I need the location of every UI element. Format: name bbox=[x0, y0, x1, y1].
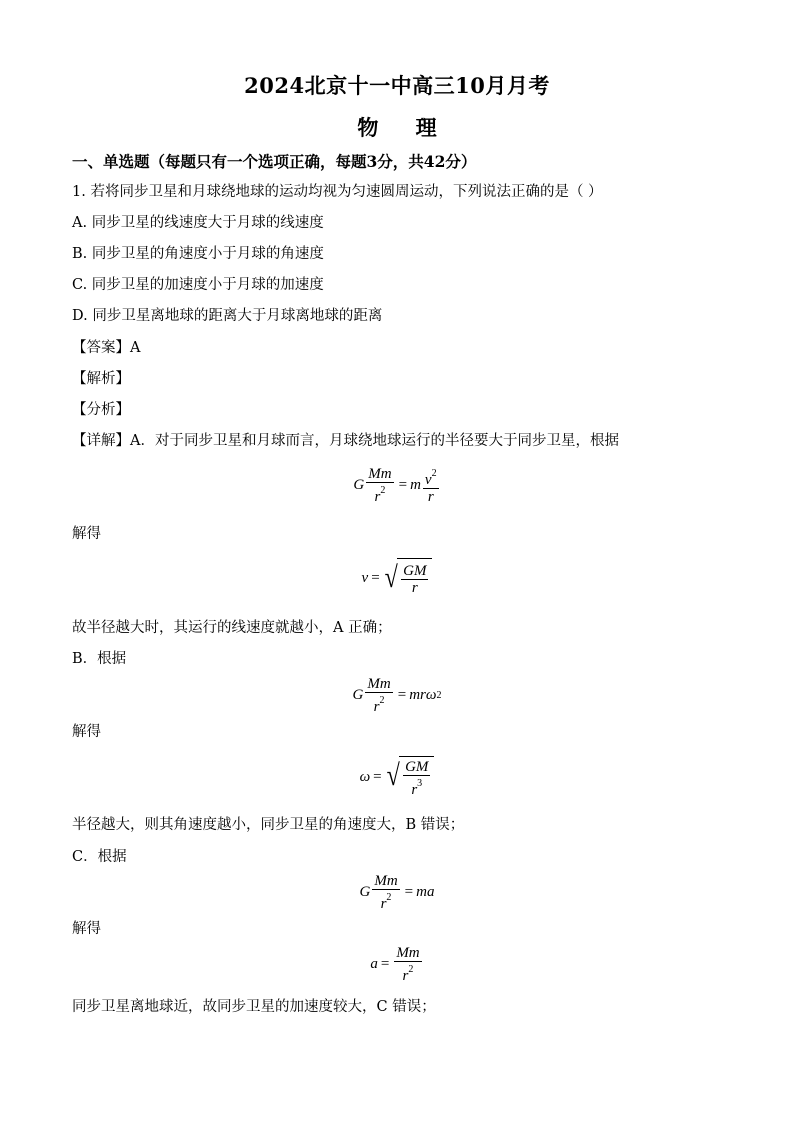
jiede-1: 解得 bbox=[72, 526, 101, 542]
equation-omega: ω = √ $\frac{GM}{r^3}$ bbox=[0, 756, 794, 798]
a-conclusion: 故半径越大时，其运行的线速度就越小，A 正确； bbox=[72, 620, 392, 636]
section-heading: 一、单选题（每题只有一个选项正确，每题3分，共42分） bbox=[72, 152, 477, 171]
page-title: 2024北京十一中高三10月月考 bbox=[244, 73, 550, 98]
option-b: B. 同步卫星的角速度小于月球的角速度 bbox=[72, 246, 324, 262]
detail-text: 【详解】A．对于同步卫星和月球而言，月球绕地球运行的半径要大于同步卫星，根据 bbox=[72, 433, 619, 449]
jiede-2: 解得 bbox=[72, 724, 101, 740]
fenxi-label: 【分析】 bbox=[72, 402, 130, 418]
analysis-label: 【解析】 bbox=[72, 371, 130, 387]
answer-value: A bbox=[130, 340, 141, 356]
equation-gravity-accel: G $\frac{Mm}{r^2}$ = ma bbox=[359, 873, 435, 912]
question-stem: 1. 若将同步卫星和月球绕地球的运动均视为匀速圆周运动，下列说法正确的是（ ） bbox=[72, 184, 603, 200]
subject-title: 物 理 bbox=[357, 115, 437, 140]
c-conclusion: 同步卫星离地球近，故同步卫星的加速度较大，C 错误； bbox=[72, 999, 436, 1015]
option-c: C. 同步卫星的加速度小于月球的加速度 bbox=[72, 277, 324, 293]
c-intro: C．根据 bbox=[72, 849, 127, 865]
b-conclusion: 半径越大，则其角速度越小，同步卫星的角速度大，B 错误； bbox=[72, 817, 465, 833]
answer-label: 【答案】 bbox=[72, 340, 130, 356]
equation-velocity: v = √ $\frac{GM}{r}$ bbox=[0, 558, 794, 598]
equation-gravity-velocity: G $\frac{Mm}{r^2}$ = m $\frac{v^2}{r}$ bbox=[353, 466, 437, 505]
option-a: A. 同步卫星的线速度大于月球的线速度 bbox=[72, 215, 324, 231]
option-d: D. 同步卫星离地球的距离大于月球离地球的距离 bbox=[72, 308, 383, 324]
jiede-3: 解得 bbox=[72, 921, 101, 937]
answer-line bbox=[72, 339, 140, 357]
equation-accel: a = $\frac{Mm}{r^2}$ bbox=[370, 945, 420, 984]
b-intro: B．根据 bbox=[72, 651, 127, 667]
equation-gravity-omega: G $\frac{Mm}{r^2}$ = mr ω 2 bbox=[352, 676, 442, 715]
